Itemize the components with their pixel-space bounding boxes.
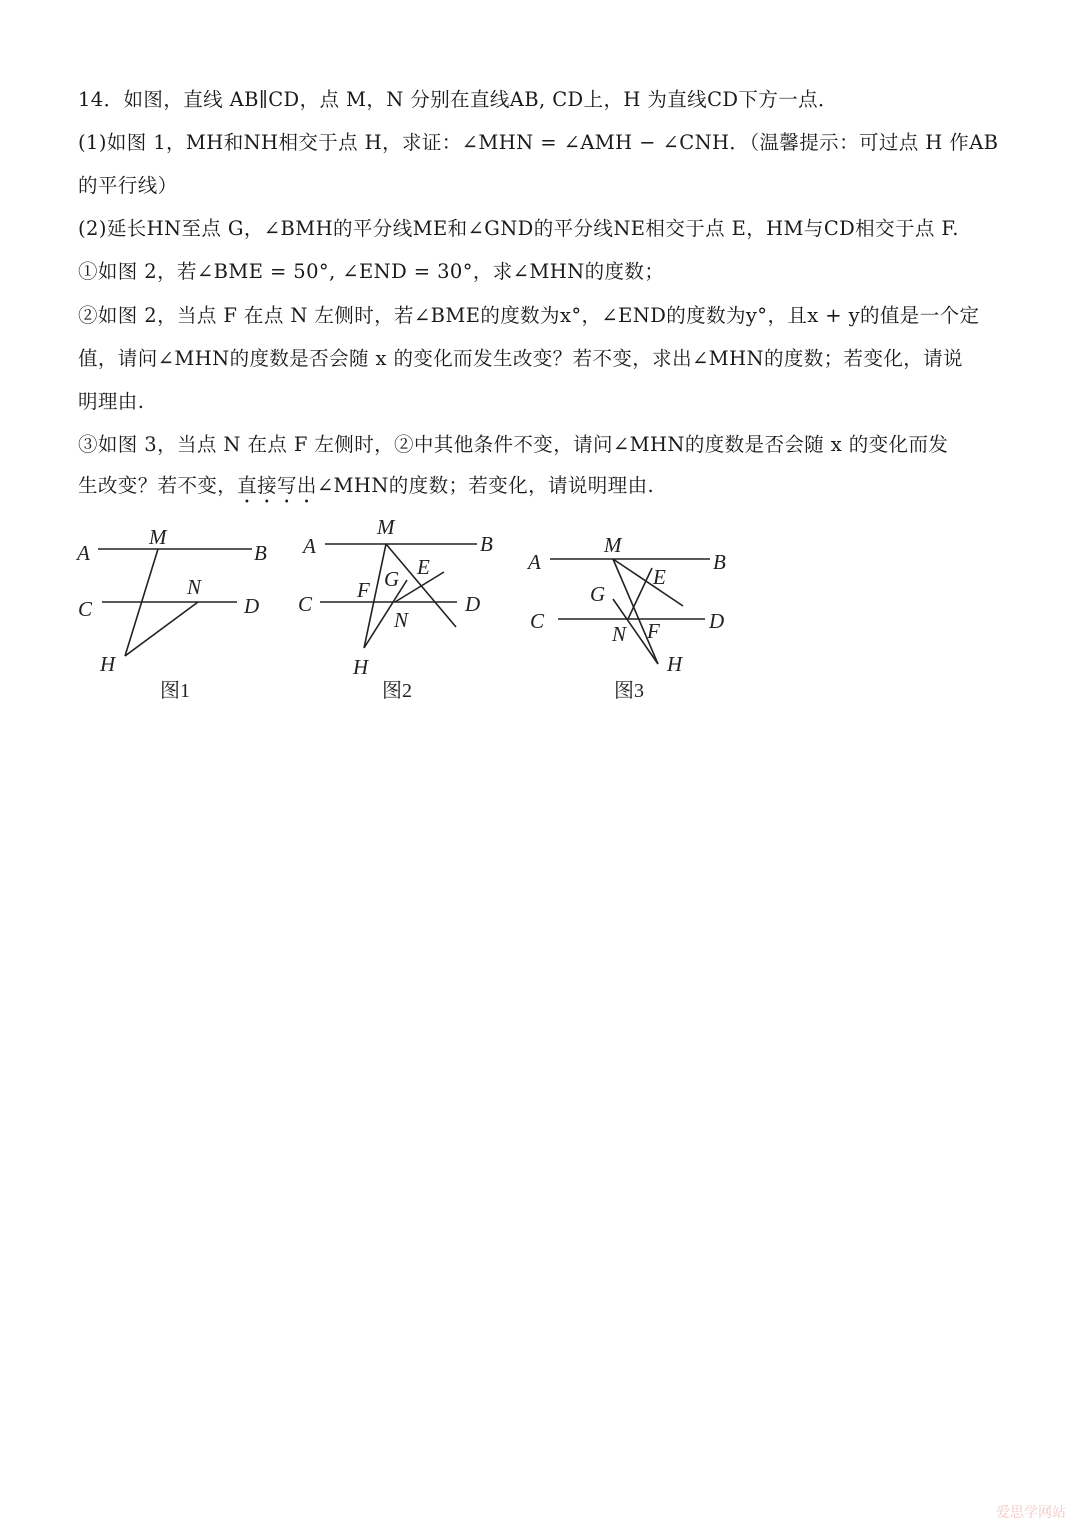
fig2-label-c: C	[298, 592, 313, 616]
fig2-label-n: N	[394, 608, 409, 632]
fig3-caption: 图3	[614, 680, 644, 702]
part2-text: (2)延长HN至点 G，∠BMH的平分线ME和∠GND的平分线NE相交于点 E，HM与CD相交于点 F.	[78, 217, 959, 240]
fig2-label-b: B	[480, 532, 493, 556]
fig1-caption: 图1	[160, 680, 190, 702]
problem-stem: 14．如图，直线 AB∥CD，点 M，N 分别在直线AB, CD上，H 为直线CD下方一点．	[78, 88, 838, 111]
fig3-label-d: D	[709, 609, 725, 633]
fig3-label-m: M	[604, 533, 622, 557]
fig2-label-f: F	[357, 578, 370, 602]
fig1-label-a: A	[77, 541, 90, 565]
fig2-label-h: H	[353, 655, 369, 679]
watermark: 爱思学网站	[996, 1505, 1066, 1521]
fig3-label-a: A	[528, 550, 541, 574]
fig1-label-b: B	[254, 541, 267, 565]
q3-text-a: 生改变？若不变，	[78, 474, 238, 497]
q3-text-c: ∠MHN的度数；若变化，请说明理由.	[316, 474, 655, 497]
part1-text: (1)如图 1，MH和NH相交于点 H，求证：∠MHN = ∠AMH − ∠CNH．（温馨提示：可过点 H 作AB	[78, 131, 999, 154]
fig2-label-g: G	[384, 567, 400, 591]
fig3-segment-ne	[628, 568, 652, 619]
fig1-label-d: D	[244, 594, 260, 618]
fig1-segment-nh	[125, 602, 198, 656]
geometry-figures	[0, 0, 1080, 720]
fig3-label-e: E	[653, 565, 666, 589]
fig2-caption: 图2	[382, 680, 412, 702]
part2-q2: ②如图 2，当点 F 在点 N 左侧时，若∠BME的度数为x°，∠END的度数为y°，且x + y的值是一个定	[78, 304, 980, 327]
part2-q2-end: 明理由.	[78, 390, 145, 413]
part2-q3: ③如图 3，当点 N 在点 F 左侧时，②中其他条件不变，请问∠MHN的度数是否会随 x 的变化而发	[78, 433, 949, 456]
part2-q2-cont: 值，请问∠MHN的度数是否会随 x 的变化而发生改变？若不变，求出∠MHN的度数；若变化，请说	[78, 347, 963, 370]
fig2-label-d: D	[465, 592, 481, 616]
fig3-label-b: B	[713, 550, 726, 574]
fig3-label-n: N	[612, 622, 627, 646]
fig2-label-a: A	[303, 534, 316, 558]
fig1-label-h: H	[100, 652, 116, 676]
fig3-label-h: H	[667, 652, 683, 676]
fig1-label-n: N	[187, 575, 202, 599]
part1-text-cont: 的平行线）	[78, 174, 178, 197]
fig3-label-c: C	[530, 609, 545, 633]
fig2-label-e: E	[417, 555, 430, 579]
fig1-label-c: C	[78, 597, 93, 621]
part2-q1: ①如图 2，若∠BME = 50°, ∠END = 30°，求∠MHN的度数；	[78, 260, 665, 283]
q3-emphasis: 直接写出	[237, 474, 317, 497]
fig3-label-g: G	[590, 582, 606, 606]
fig3-label-f: F	[647, 619, 660, 643]
fig2-label-m: M	[377, 515, 395, 539]
fig1-label-m: M	[149, 525, 167, 549]
